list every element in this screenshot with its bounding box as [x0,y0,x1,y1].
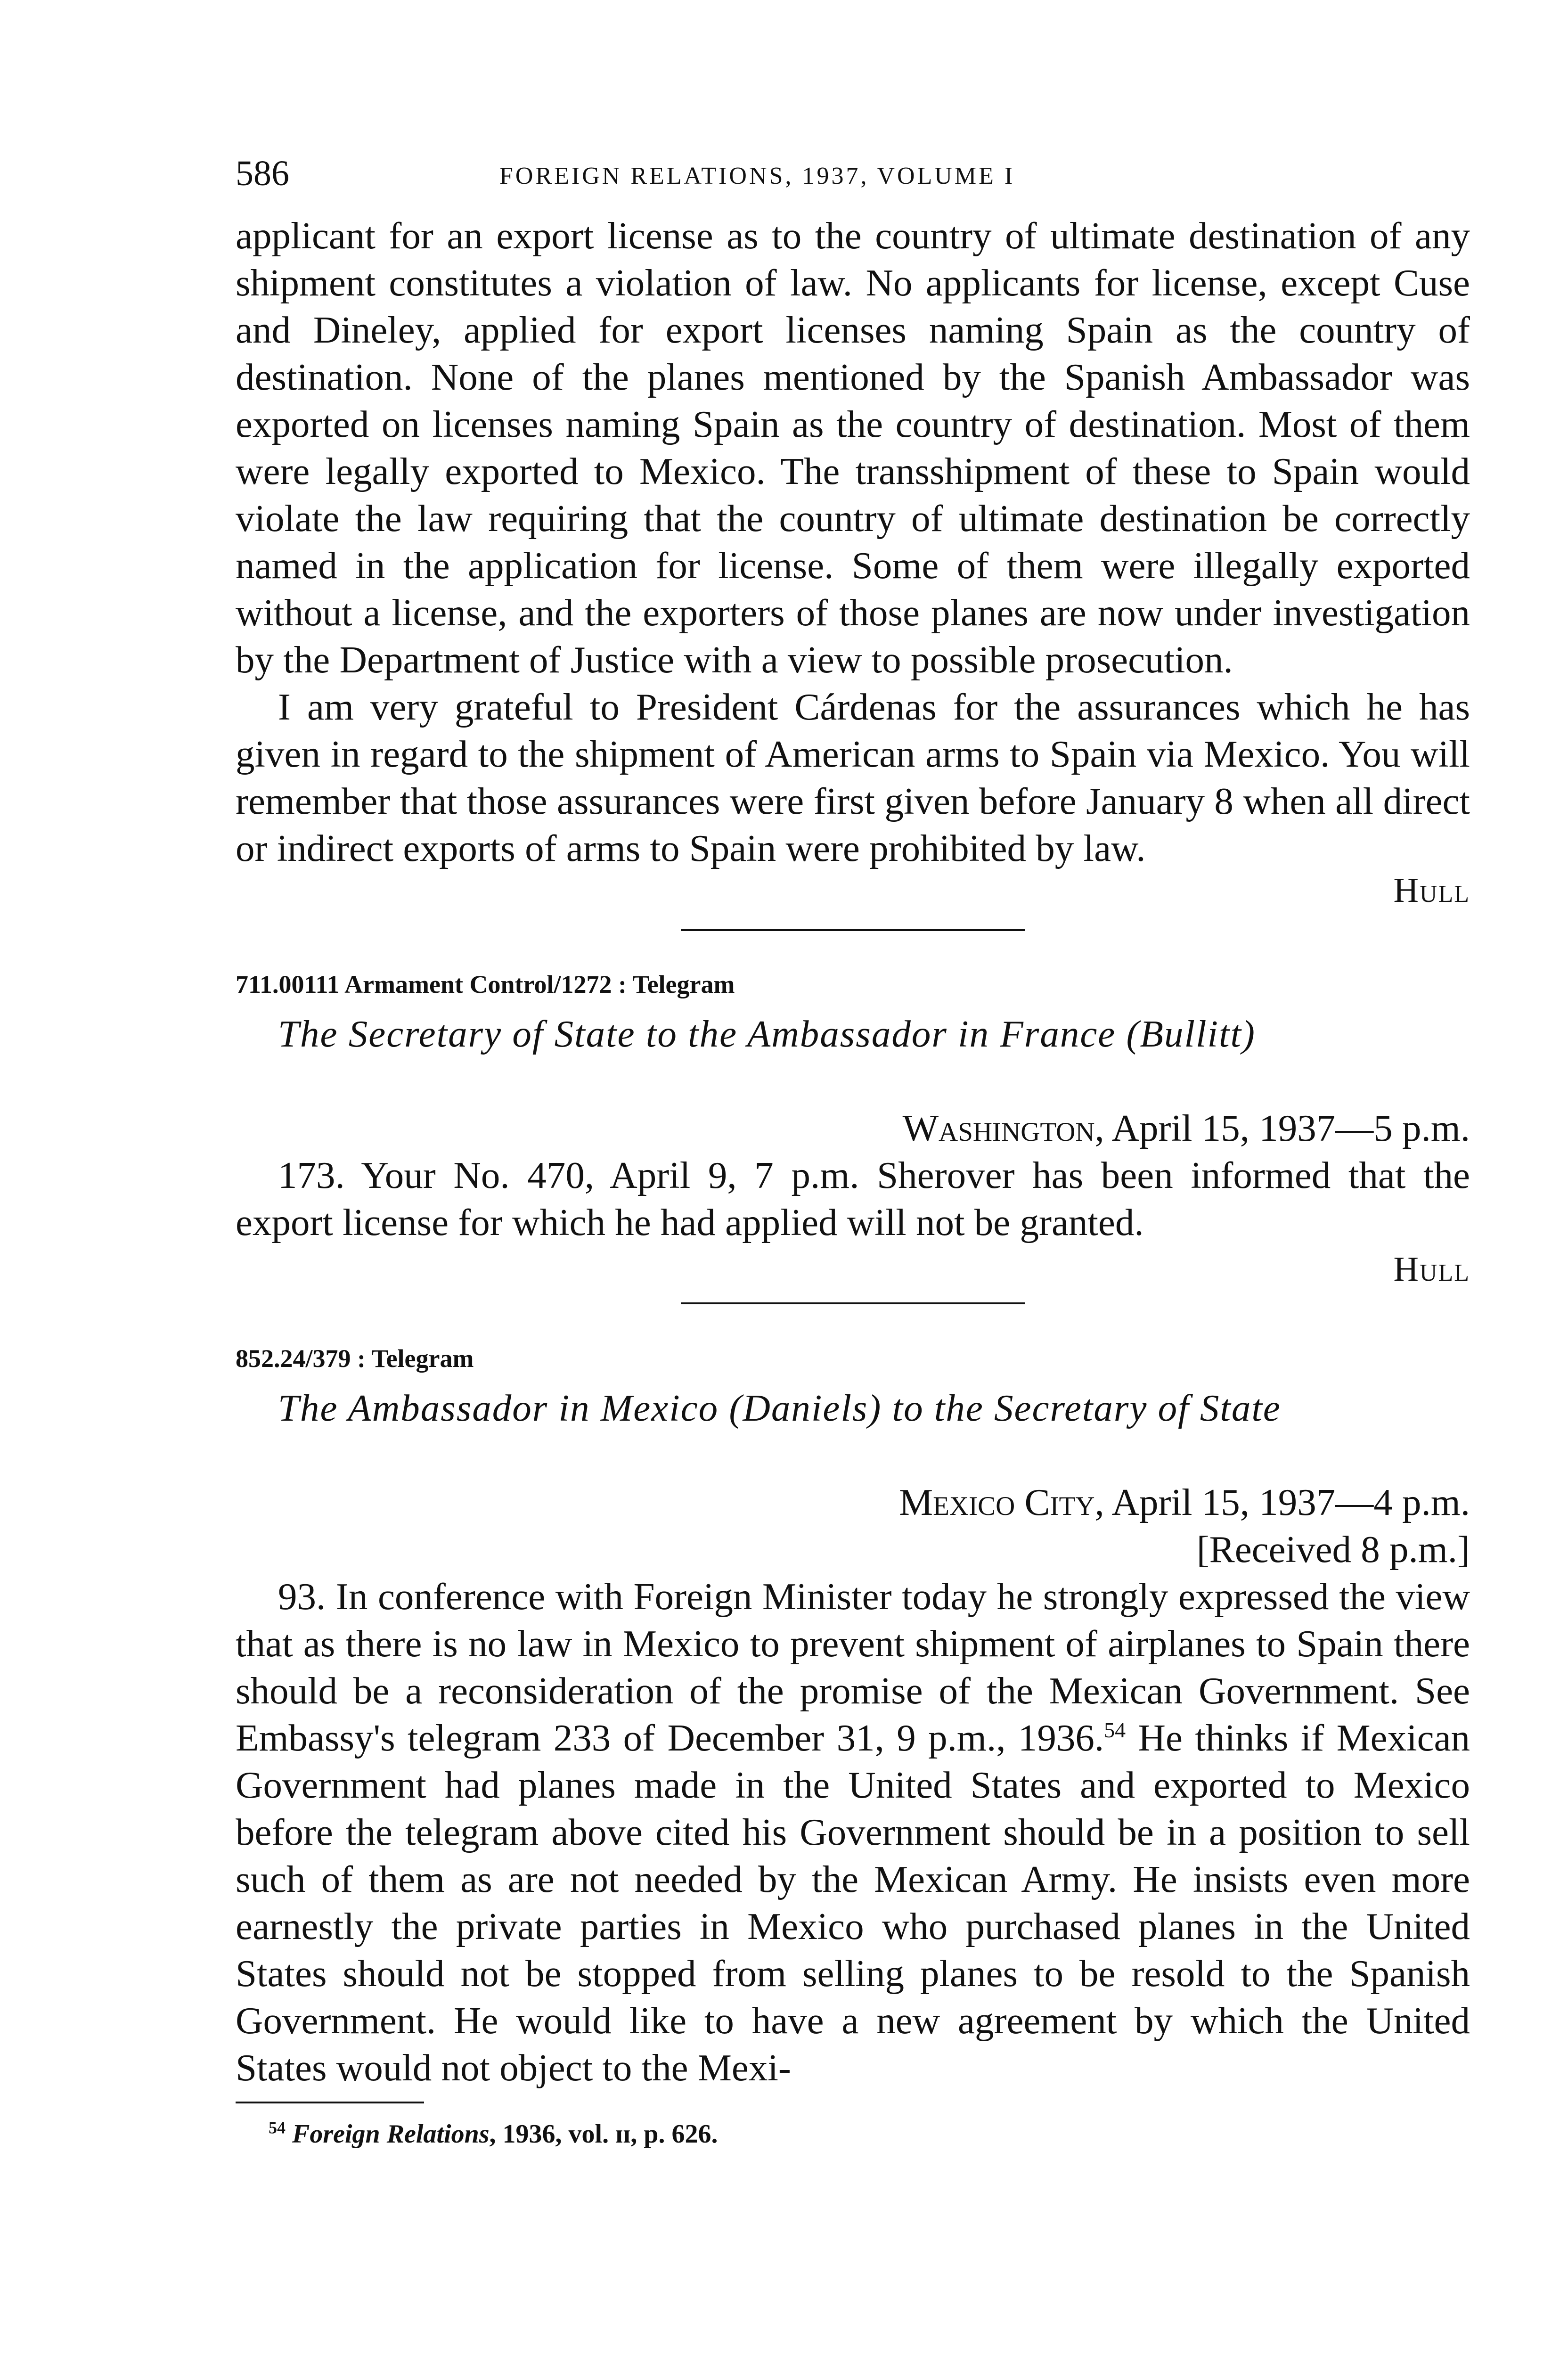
received-line: [Received 8 p.m.] [1196,1528,1470,1571]
telegram-body-2 [236,1573,1470,2091]
signature-hull-1: Hull [1393,871,1470,910]
telegram-body-2-part-2: He thinks if Mexican Government had planes made in the United States and exported to Mexico before the telegram above cited his Government should be in a position to sell such of them as are not needed by the Mexican Army. He insists even more earnestly the private parties in Mexico who purchased planes in the United States should not be stopped from selling planes to be resold to the Spanish Government. He would like to have a new agreement by which the United States would not object to the Mexi- [236,1717,1470,2089]
file-reference-2: 852.24/379 : Telegram [236,1344,474,1373]
document-heading-1: The Secretary of State to the Ambassador in France (Bullitt) [278,1013,1256,1055]
telegram-body-2-part-1: 93. In conference with Foreign Minister today he strongly expressed the view that as there is no law in Mexico to prevent shipment of airplanes to Spain there should be a reconsideration of the promise of the Mexican Government. See Embassy's telegram 233 of December 31, 9 p.m., 1936. [236,1575,1470,1759]
dateline-1 [236,1104,1470,1152]
running-header [236,155,1470,212]
footnote-54 [236,2118,1470,2151]
running-title: FOREIGN RELATIONS, 1937, VOLUME I [499,163,1015,189]
telegram-body-1: 173. Your No. 470, April 9, 7 p.m. Sherover has been informed that the export license for which he had applied will not be granted. [236,1154,1470,1243]
dateline-date-1: , April 15, 1937—5 p.m. [1094,1107,1470,1149]
dateline-date-2: , April 15, 1937—4 p.m. [1094,1481,1470,1523]
footnote-reference-54: 54 [1104,1718,1126,1742]
page-number: 586 [236,154,289,193]
dateline-place-2: Mexico City [899,1481,1095,1523]
dateline-place-1: Washington [902,1107,1095,1149]
file-reference-1: 711.00111 Armament Control/1272 : Telegram [236,970,735,998]
dateline-2 [236,1479,1470,1526]
document-page [236,155,1470,2151]
footnote-marker: 54 [269,2118,286,2137]
continuation-paragraph-1: applicant for an export license as to the country of ultimate destination of any shipment constitutes a violation of law. No applicants for license, except Cuse and Dineley, applied for export licenses naming Spain as the country of destination. None of the planes mentioned by the Spanish Ambassador was exported on licenses naming Spain as the country of destination. Most of them were legally exported to Mexico. The transshipment of these to Spain would violate the law requiring that the country of ultimate destination be correctly named in the application for license. Some of them were illegally exported without a license, and the exporters of those planes are now under investigation by the Department of Justice with a view to possible prosecution. [236,214,1470,681]
document-heading-2: The Ambassador in Mexico (Daniels) to the Secretary of State [278,1387,1281,1429]
signature-hull-2: Hull [1393,1250,1470,1289]
continuation-paragraph-2: I am very grateful to President Cárdenas for the assurances which he has given in regard to the shipment of American arms to Spain via Mexico. You will remember that those assurances were first given before January 8 when all direct or indirect exports of arms to Spain were prohibited by law. [236,686,1470,869]
footnote-title: Foreign Relations [292,2119,490,2149]
footnote-text: , 1936, vol. ɪɪ, p. 626. [489,2119,718,2149]
